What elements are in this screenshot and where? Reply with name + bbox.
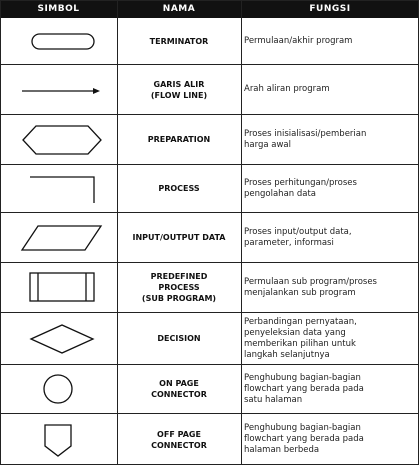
table-row <box>0 414 419 465</box>
table-header <box>0 0 419 18</box>
table-row <box>0 365 419 414</box>
terminator-symbol-icon <box>0 18 117 64</box>
symbol-function: Proses inisialisasi/pemberian harga awal <box>244 128 367 150</box>
table-row <box>0 213 419 263</box>
flow-line-arrow-icon <box>0 65 117 114</box>
symbol-function: Penghubung bagian-bagian flowchart yang berada pada satu halaman <box>244 372 364 405</box>
circle-icon <box>0 365 117 413</box>
parallelogram-icon <box>0 213 117 262</box>
symbol-name: ON PAGE CONNECTOR <box>151 379 207 399</box>
symbol-function: Proses input/output data, parameter, informasi <box>244 226 352 248</box>
symbol-name: INPUT/OUTPUT DATA <box>132 233 226 242</box>
column-divider <box>241 0 242 465</box>
symbol-name: PREDEFINED PROCESS (SUB PROGRAM) <box>141 272 217 303</box>
symbol-function: Permulaan/akhir program <box>244 35 353 46</box>
process-rectangle-icon <box>0 165 117 212</box>
symbol-function: Permulaan sub program/proses menjalankan sub program <box>244 276 377 298</box>
table-row <box>0 313 419 365</box>
header-symbol: SIMBOL <box>37 4 80 14</box>
symbol-function: Penghubung bagian-bagian flowchart yang berada pada halaman berbeda <box>244 423 364 455</box>
symbol-name: DECISION <box>157 334 201 343</box>
off-page-connector-icon <box>0 414 117 465</box>
symbol-name: PROCESS <box>158 184 200 193</box>
decision-diamond-icon <box>0 313 117 364</box>
symbol-name: OFF PAGE CONNECTOR <box>151 429 207 450</box>
header-name: NAMA <box>162 4 196 14</box>
table-row <box>0 263 419 313</box>
table-row <box>0 115 419 165</box>
column-divider <box>117 0 118 465</box>
table-row <box>0 18 419 65</box>
symbol-name: GARIS ALIR (FLOW LINE) <box>150 79 208 100</box>
preparation-hexagon-icon <box>0 115 117 164</box>
table-row <box>0 165 419 213</box>
predefined-process-icon <box>0 263 117 312</box>
symbol-function: Arah aliran program <box>244 84 330 94</box>
symbol-name: PREPARATION <box>147 135 211 144</box>
symbol-name: TERMINATOR <box>149 36 209 46</box>
symbol-function: Proses perhitungan/proses pengolahan data <box>244 177 357 199</box>
header-function: FUNGSI <box>309 4 351 14</box>
symbol-function: Perbandingan pernyataan, penyeleksian data yang memberikan pilihan untuk langkah selanjutnya <box>244 316 357 360</box>
table-row <box>0 65 419 115</box>
